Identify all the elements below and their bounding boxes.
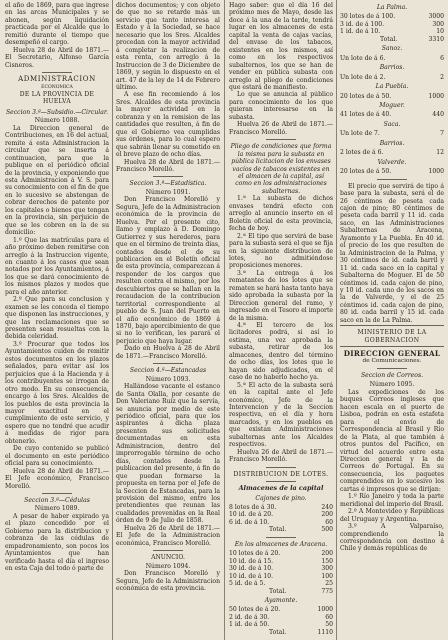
section-heading: Saca. xyxy=(383,120,401,128)
paragraph: Hago saber: que el día 16 del próximo mes de Mayo, desde las doce á la una de la tarde, tendrá lugar en los almacenes de esta capital la venta de cajas vacías, del envase de los tabacos, existentes en los mismos, así como en los respectivos subalternos, los que se han de vender en pública subasta con arreglo al pliego de condiciones que estará de manifiesto. xyxy=(229,2,333,91)
section-heading: Ayamonte. xyxy=(264,596,298,604)
row-label: 50 lotes de á 20. xyxy=(229,606,281,614)
table-row xyxy=(340,28,444,35)
section-heading: Moguer. xyxy=(379,101,405,109)
paragraph: 3.º Procurar que todos los Ayuntamientos cuiden de remitir estos documentos en los plazos señalados, para evitar así los perjuicios que á la Hacienda y á los contribuyentes se irrogan de otro modo. En su consecuencia, encargo á los Sres. Alcaldes de los pueblos de esta provincia la mayor exactitud en el cumplimiento de este servicio, y espero que no tendré que acudir á medidas de rigor para obtenerlo. xyxy=(5,340,109,445)
paragraph: El precio que servirá de tipo á base para la subasta, será el de 26 céntimos de peseta cada cajon de pino; 80 céntimos de peseta cada barril y 11 id. cada saco, en las Administraciones Subalternas de Aracena, Ayamonte y La Puebla. En 40 id. el precio de los que resulten de la Administracion de la Palma, y 30 céntimos de id. cada barril y 11 id. cada saco en la capital y Subalterna de Moguer. El de 50 céntimos id. cada cajon de pino, y 10 id. cada uno de los sacos en la de Valverde, y el de 25 céntimos id. cada cajon de pino, 80 id. cada barril y 15 id. cada saco en la de La Palma. xyxy=(340,182,444,324)
paragraph: 5.ª El acto de la subasta será en la capital ante el Jefe económico, Jefe de la Intervencion y de la Seccion respectiva, en el día y hora marcados, y en los pueblos en que existan Administraciones subalternas ante los Alcaldes respectivos. xyxy=(229,381,333,449)
row-value: 1000 xyxy=(428,92,444,100)
table-row xyxy=(229,606,333,613)
total-value: 3310 xyxy=(428,35,444,43)
section-title: DIRECCION GENERAL xyxy=(343,349,441,359)
row-value: 60 xyxy=(325,613,333,621)
row-value: 7 xyxy=(440,130,444,138)
column-3 xyxy=(229,2,333,638)
row-value: 200 xyxy=(321,511,333,519)
signature: Huelva 28 de Abril de 1871.—El Jefe económico, Francisco Morelló. xyxy=(5,467,109,490)
signature: Dado en Huelva á 28 de Abril de 1871.—Francisco Morelló. xyxy=(116,345,220,360)
section-heading: DISTRIBUCION DE LOTES. xyxy=(233,470,329,478)
row-value: 25 xyxy=(325,580,333,588)
table-row xyxy=(229,614,333,621)
table-row xyxy=(340,130,444,137)
section-heading: En los almacenes de Aracena. xyxy=(234,540,328,548)
paragraph: De cuyo contenido se publicó el documento en este periódico oficial para su conocimiento. xyxy=(5,445,109,468)
section-heading: ANUNCIO. xyxy=(151,554,185,562)
divider xyxy=(266,537,296,538)
divider xyxy=(340,346,444,347)
lot-table xyxy=(229,606,333,636)
row-label: Un lote de á 6. xyxy=(340,54,386,62)
total-label: Total. xyxy=(269,526,287,534)
divider xyxy=(266,481,296,482)
row-label: 1 id. de á 50. xyxy=(229,621,270,629)
table-row xyxy=(229,580,333,587)
row-label: 2 lotes de á 6. xyxy=(340,149,384,157)
table-row xyxy=(340,111,444,118)
signature: Huelva 26 de Abril de 1871.—Francisco Morelló. xyxy=(229,121,333,136)
total-label: Total. xyxy=(269,628,287,636)
table-row xyxy=(229,565,333,572)
paragraph: 2.ª El tipo que servirá de base para la subasta será el que se fija en la siguiente distribucion de lotes, no admitiéndose proposiciones menores. xyxy=(229,232,333,270)
table-row xyxy=(229,504,333,511)
paragraph: Hallándose vacante el estanco de Santa Olalla, por cesante de Don Valeriano Ruiz que la servía, se anuncia por medio de este periódico oficial, para que los aspirantes á dicha plaza presenten sus solicitudes documentadas en esta Administracion, dentro del improrrogable término de ocho días, contados desde la publicacion del presente, á fin de que puedan formarse la propuesta en terna por el Jefe de la Seccion de Estancadas, para la provision del mismo, entre los pretendientes que reunan las cualidades prevenidas en la Real órden de 9 de Julio de 1858. xyxy=(116,383,220,525)
notice-number: Número 1094. xyxy=(145,562,191,570)
table-row xyxy=(229,511,333,518)
row-value: 10 xyxy=(436,28,444,36)
table-total xyxy=(229,629,333,636)
notice-number: Número 1093. xyxy=(145,375,191,383)
row-value: 1000 xyxy=(317,606,333,614)
paragraph: Lo que se anuncia al público para conocimiento de los que quieran interesarse en la subasta. xyxy=(229,91,333,121)
row-label: 2 id. de á 30. xyxy=(229,613,270,621)
table-row xyxy=(229,519,333,526)
row-value: 100 xyxy=(321,572,333,580)
paragraph: 2.º A Montevideo y Repúblicas del Uruguay y Argentina. xyxy=(340,508,444,523)
divider xyxy=(153,176,183,177)
total-value: 1110 xyxy=(317,628,333,636)
table-row xyxy=(229,573,333,580)
row-label: 30 id. de á 10. xyxy=(229,565,274,573)
divider xyxy=(266,467,296,468)
paragraph: 3.ª La entrega á los rematantes de los lotes que se rematen se hará hasta tanto haya sido aprobada la subasta por la Direccion general del ramo, y ingresado en el Tesoro el importe de la misma. xyxy=(229,269,333,322)
total-value: 775 xyxy=(321,587,333,595)
row-value: 200 xyxy=(321,550,333,558)
total-label: Total. xyxy=(269,587,287,595)
row-label: 8 lotes de á 30. xyxy=(229,504,277,511)
row-label: 41 lotes de á 40. xyxy=(340,111,392,119)
section-title: ADMINISTRACION xyxy=(18,75,96,84)
paragraph: 4.ª El tercero de los licitadores podrá, si así lo estima, una vez aprobada la subasta, retirar de los almacenes, dentro del término de ocho días, los lotes que le hayan sido adjudicados, en el caso de no haberlo hecho ya. xyxy=(229,322,333,382)
paragraph: dichos documentos; y con objeto de que no se retarde más un servicio que tanto interesa al Estado y á la Sociedad, se hace necesario que los Sres. Alcaldes procedan con la mayor actividad á completar la realizacion de esta renta, con arreglo á la Instruccion de 3 de Diciembre de 1869, y según lo dispuesto en el art. 47 de la ley de 14 de Febrero último. xyxy=(116,2,220,91)
total-label: Total. xyxy=(380,35,398,43)
divider xyxy=(266,139,296,140)
divider xyxy=(42,72,72,73)
lot-table xyxy=(229,550,333,595)
row-label: 3 id. de á 100. xyxy=(340,20,385,28)
row-label: 10 id. de á 10. xyxy=(229,572,274,580)
column-2 xyxy=(116,2,220,638)
table-row xyxy=(340,93,444,100)
row-value: 1000 xyxy=(428,168,444,176)
paragraph: Don Francisco Morelló y Segura, Jefe de la Administracion económica de esta provincia. xyxy=(116,570,220,592)
row-value: 6 xyxy=(440,54,444,62)
divider xyxy=(377,179,407,180)
divider xyxy=(153,550,183,551)
paragraph: La Direccion general de Contribuciones, en 16 del actual, remite á esta Administracion la circular que se inserta á continuacion, para que la publique en el periódico oficial de la provincia, y exponiendo que esta Administracion á V. S. para su conocimiento con el fin de que en lo sucesivo se abstengan de cobrar derechos de patente por los capitales o bienes que tengan en la provincia, sin perjuicio de que se les cobren en la de su domicilio: xyxy=(5,124,109,237)
section-heading: La Puebla. xyxy=(375,83,409,91)
table-row xyxy=(229,621,333,628)
row-value: 440 xyxy=(432,111,444,119)
row-label: 10 id. de á 20. xyxy=(229,511,274,519)
subheading: Cajones de pino. xyxy=(255,494,307,502)
divider xyxy=(377,368,407,369)
paragraph: 3.º A Valparaíso, comprendiendo la correspondencia con destino á Chile y demás repúblicas de xyxy=(340,523,444,553)
table-row xyxy=(229,550,333,557)
section-heading: Seccion 3.ª—Subsidio.—Circular. xyxy=(5,108,109,116)
row-value: 150 xyxy=(321,557,333,565)
column-rule xyxy=(224,0,225,640)
row-value: 300 xyxy=(432,20,444,28)
row-label: 10 lotes de á 20. xyxy=(229,550,281,558)
divider xyxy=(42,493,72,494)
signature: Huelva 26 de Abril de 1871.—Francisco Morelló. xyxy=(229,448,333,464)
table-row xyxy=(340,21,444,28)
row-label: 30 lotes de á 100. xyxy=(340,13,396,21)
signature: Huelva 28 de Abril de 1871.—El Secretario, Alfonso García Cisneros. xyxy=(5,46,109,69)
column-rule xyxy=(336,0,337,640)
row-label: Un lote de á 2. xyxy=(340,73,386,81)
table-total xyxy=(340,36,444,43)
row-label: 5 id. de á 5. xyxy=(229,580,266,588)
paragraph: 2.º Que para su conclusion y examen se les conceda el tiempo que disponen las instrucciones, y que las reclamaciones que se presenten sean resueltas con la debida celeridad. xyxy=(5,296,109,341)
column-rule xyxy=(112,0,113,640)
divider xyxy=(340,325,444,326)
table-total xyxy=(229,588,333,595)
signature: Huelva 28 de Abril de 1871.—Francisco Morelló. xyxy=(116,158,220,173)
section-heading: Seccion 3.ª—Cédulas xyxy=(24,497,90,504)
table-row xyxy=(340,55,444,62)
notice-number: Número 1095. xyxy=(369,381,415,389)
table-row xyxy=(340,149,444,156)
section-heading: Almacenes de la capital xyxy=(238,484,324,493)
row-value: 12 xyxy=(436,149,444,157)
signature: Huelva 26 de Abril de 1871.—El Jefe de la Administracion económica, Francisco Morelló. xyxy=(116,524,220,547)
row-label: 20 lotes de á 50. xyxy=(340,92,392,100)
section-heading: MINISTERIO DE LA GOBERNACION xyxy=(357,329,427,344)
notice-number: Número 1089. xyxy=(34,505,80,513)
row-label: 20 lotes de á 50. xyxy=(340,168,392,176)
section-subtitle: ECONOMICA xyxy=(41,84,73,90)
section-subtitle: de Comunicaciones. xyxy=(362,357,422,364)
column-1 xyxy=(5,2,109,638)
section-subtitle: DE LA PROVINCIA DE HUELVA xyxy=(19,90,95,106)
row-value: 300 xyxy=(321,565,333,573)
column-4 xyxy=(340,2,444,638)
paragraph: el año de 1869, para que ingrese en las arcas Municipales y se abonen, según liquidación practicada por el Alcalde que lo remitió durante el tiempo que desempeñó el cargo. xyxy=(5,2,109,47)
table-row xyxy=(340,13,444,20)
divider xyxy=(153,363,183,364)
section-heading: Seccion de Correos. xyxy=(360,372,424,380)
row-label: 1 id. de á 10. xyxy=(340,28,381,36)
table-row xyxy=(340,74,444,81)
section-heading: Seccion 4.ª—Estancadas xyxy=(129,367,207,375)
section-heading: Barrios. xyxy=(379,139,405,147)
row-label: Un lote de 7. xyxy=(340,130,380,138)
paragraph: Don Francisco Morelló y Segura, Jefe de la Administracion económica de la provincia de Huelva. Por el presente cito, llamo y emplazo á D. Domingo Gutierrez y sus herederos, para que en el término de treinta días, contados desde el de su publicacion en el Boletín oficial de esta provincia, comparezcan á responder de los cargos que resulten contra el mismo, por los descubiertos que se hallan en la recaudacion de la contribucion territorial correspondiente al pueblo de S. Juan del Puerto en el año económico de 1869 á 1870, bajo apercibimiento de que si no lo verifican, les parará el perjuicio que haya lugar. xyxy=(116,196,220,345)
paragraph: 1.ª La subasta de dichos envases tendrá efecto con arreglo al anuncio inserto en el Boletín oficial de esta provincia, fecha de hoy. xyxy=(229,195,333,233)
notice-number: Número 1091. xyxy=(145,188,191,196)
table-row xyxy=(229,558,333,565)
paragraph: 1.º Río Janeiro y toda la parte meridional del imperio del Brasil. xyxy=(340,493,444,508)
row-label: 6 id. de á 10. xyxy=(229,518,270,526)
lot-table xyxy=(340,13,444,43)
paragraph: A pesar de haber expirado ya el plazo concedido por el Gobierno para la distribucion y cobranza de las cédulas de empadronamiento, son pocos los Ayuntamientos que han verificado hasta el día el ingreso en esta Caja del todo ó parte de xyxy=(5,512,109,573)
section-heading: Sanoz. xyxy=(381,45,403,53)
section-heading: La Palma. xyxy=(376,4,408,11)
row-value: 60 xyxy=(325,518,333,526)
section-heading: Valverde. xyxy=(377,158,407,166)
section-heading: Pliego de condiciones que forma la misma para la subasta en pública licitacion de los envases vacíos de tabacos existentes en el almacen de la capital, así como en los administraciones subalternas. xyxy=(230,143,332,195)
paragraph: 1.º Que las matrículas para el año próximo deben remitirse con arreglo á la Instruccion vigente, en cuanto á los casos que sean notados por los Ayuntamientos, á los que se dará conocimiento de los mismos plazos y modos que para el año anterior. xyxy=(5,236,109,296)
paragraph: A ese fin recomiendo á los Sres. Alcaldes de esta provincia la mayor actividad en la cobranza y en la remision de las cantidades que resulten, á fin de que el Gobierno vea cumplidas sus órdenes, para lo cual espero que sabrán llenar su cometido en el breve plazo de ocho días. xyxy=(116,91,220,159)
row-label: 10 id. de á 15. xyxy=(229,557,274,565)
notice-number: Número 1088. xyxy=(34,117,80,125)
row-value: 3000 xyxy=(428,13,444,21)
row-value: 2 xyxy=(440,73,444,81)
total-value: 500 xyxy=(321,526,333,534)
paragraph: Las expediciones de los buques Correos ingleses que hacen escala en el puerto de Lisboa, podrán en esta estafeta para el envío de Correspondencia al Brasil y Río de la Plata, al que también á otros puntos del Pacífico, en virtud del acuerdo entre esta Direccion general y la de Correos de Portugal. En su consecuencia, los paquetes comprendidos en lo sucesivo los cartas é impresos que se dirijan: xyxy=(340,388,444,493)
row-value: 240 xyxy=(321,504,333,511)
table-total xyxy=(229,526,333,533)
row-value: 50 xyxy=(325,621,333,629)
section-heading: Barrios. xyxy=(379,64,405,72)
section-heading: Seccion 3.ª—Estadística. xyxy=(129,180,207,188)
lot-table xyxy=(229,504,333,534)
table-row xyxy=(340,168,444,175)
